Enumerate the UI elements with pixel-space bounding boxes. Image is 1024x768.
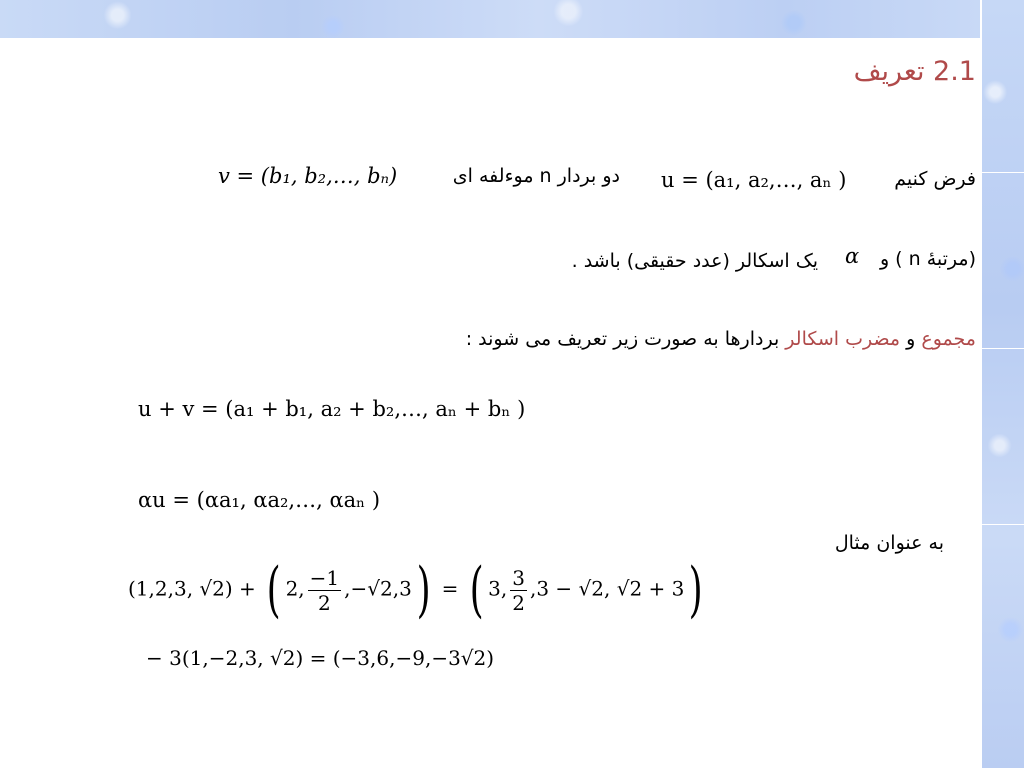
paren-open: ( [266,555,281,625]
line1-right-text: فرض کنیم [894,168,976,190]
eq1-frac-den: 2 [318,590,331,615]
eq1-left: (1,2,3, √2) + [128,576,263,601]
eq1-fraction [308,566,341,615]
paren-close: ) [416,555,431,625]
paren-open-2: ( [469,555,484,625]
eq1-r-frac-den: 2 [512,590,525,615]
eq1-mid-post: ,−√2,3 [344,576,412,601]
scalar-equation: αu = (αa₁, αa₂,…, αaₙ ) [138,488,381,512]
sum-word: مجموع [921,328,976,350]
line3 [466,328,976,350]
strip-divider [980,172,1024,173]
u-vector: u = (a₁, a₂,…, aₙ ) [661,168,847,192]
eq1-mid-pre: 2, [285,576,305,601]
line2-text: (مرتبۀ n ) و [879,248,976,270]
eq1-equals: = [441,576,459,601]
top-decorative-band [0,0,980,38]
sum-equation: u + v = (a₁ + b₁, a₂ + b₂,…, aₙ + bₙ ) [138,397,526,421]
eq1-r-fraction [510,566,527,615]
right-decorative-strip [980,0,1024,768]
v-vector [218,164,397,188]
eq1-r-post: ,3 − √2, √2 + 3 [529,576,685,601]
example-label: به عنوان مثال [834,532,944,554]
strip-divider [980,524,1024,525]
strip-divider [980,348,1024,349]
slide-title: 2.1 تعریف [853,56,976,87]
paren-close-2: ) [689,555,704,625]
example-equation-1 [128,555,708,625]
line3-and: و [906,328,916,350]
line2-rest: یک اسکالر (عدد حقیقی) باشد . [571,250,818,272]
eq1-frac-num: −1 [309,565,340,590]
v-vector-text: v = (b₁, b₂,…, bₙ) [218,164,398,188]
example-equation-2: − 3(1,−2,3, √2) = (−3,6,−9,−3√2) [146,646,495,670]
line1-middle-text: دو بردار n موءلفه ای [452,165,620,187]
eq1-r-frac-num: 3 [512,565,525,590]
alpha-text: α [845,244,860,268]
alpha-symbol [845,244,859,268]
scalar-mult-word: مضرب اسکالر [785,328,901,350]
line3-rest: بردارها به صورت زیر تعریف می شوند : [465,328,780,350]
eq1-r-pre: 3, [488,576,508,601]
